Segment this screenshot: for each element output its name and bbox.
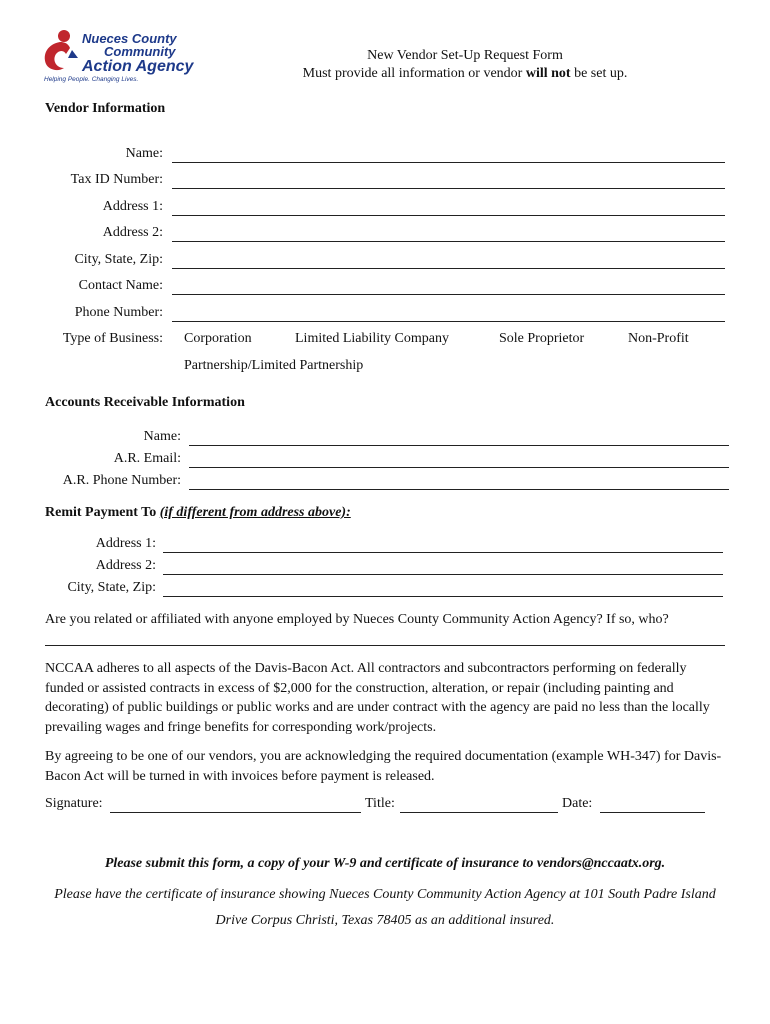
affiliation-answer-field[interactable] [45,645,725,646]
tax-id-field[interactable] [172,188,725,189]
vendor-section-heading: Vendor Information [45,101,166,116]
logo-figure-icon [38,28,86,76]
vendor-address2-label: Address 2: [102,225,163,240]
date-field[interactable] [600,812,705,813]
insurance-instructions: Please have the certificate of insurance showing Nueces County Community Action Agency at 101 South Padre Island Drive Corpus Christi, Texas 78405 as an additional insured. [54,887,716,928]
option-sole-proprietor[interactable]: Sole Proprietor [499,331,585,346]
vendor-city-label: City, State, Zip: [74,252,163,267]
contact-name-label: Contact Name: [78,278,163,293]
ar-email-field[interactable] [189,467,729,468]
title-field[interactable] [400,812,558,813]
business-type-label: Type of Business: [62,331,163,346]
submit-instructions: Please submit this form, a copy of your W-9 and certificate of insurance to vendors@nccaatx.org. [104,856,666,871]
logo-wordmark [82,32,193,76]
option-partnership[interactable]: Partnership/Limited Partnership [184,358,364,373]
date-label: Date: [562,796,593,811]
ar-phone-field[interactable] [189,489,729,490]
logo-tagline: Helping People. Changing Lives. [44,76,139,83]
signature-field[interactable] [110,812,361,813]
ar-name-field[interactable] [189,445,729,446]
tax-id-label: Tax ID Number: [70,172,163,187]
title-label: Title: [365,796,395,811]
acknowledgement-paragraph: By agreeing to be one of our vendors, you are acknowledging the required documentation (example WH-347) for Davis-Bacon Act will be turned in with invoices before payment is released. [45,749,722,784]
form-subtitle [240,66,690,82]
logo-line-2: Community [104,44,176,59]
remit-city-label: City, State, Zip: [67,580,156,595]
subtitle-text-end: be set up. [570,66,628,81]
davis-bacon-paragraph: NCCAA adheres to all aspects of the Davis-Bacon Act. All contractors and subcontractors performing on federally funded or assisted contracts in excess of $2,000 for the construction, alteration, or repair (including painting and decorating) of public buildings or public works and are under contract with the agency are paid no less than the locally prevailing wages and fringe benefits for corresponding work/projects. [45,661,710,735]
form-title: New Vendor Set-Up Request Form [367,48,563,63]
remit-address2-label: Address 2: [95,558,156,573]
vendor-address1-field[interactable] [172,215,725,216]
ar-name-label: Name: [143,429,181,444]
vendor-city-field[interactable] [172,268,725,269]
ar-section-heading: Accounts Receivable Information [45,395,245,410]
remit-section-heading [45,505,351,521]
logo-line-1: Nueces County [82,31,177,46]
vendor-address2-field[interactable] [172,241,725,242]
remit-address2-field[interactable] [163,574,723,575]
vendor-address1-label: Address 1: [102,199,163,214]
option-corporation[interactable]: Corporation [184,331,252,346]
ar-email-label: A.R. Email: [113,451,181,466]
logo-line-3: Action Agency [82,58,194,75]
vendor-name-label: Name: [125,146,163,161]
vendor-name-field[interactable] [172,162,725,163]
signature-label: Signature: [45,796,103,811]
option-llc[interactable]: Limited Liability Company [295,331,449,346]
ar-phone-label: A.R. Phone Number: [62,473,181,488]
affiliation-question: Are you related or affiliated with anyone employed by Nueces County Community Action Agency? If so, who? [45,612,669,627]
phone-number-field[interactable] [172,321,725,322]
contact-name-field[interactable] [172,294,725,295]
phone-number-label: Phone Number: [74,305,163,320]
subtitle-text: Must provide all information or vendor [302,66,526,81]
remit-city-field[interactable] [163,596,723,597]
option-non-profit[interactable]: Non-Profit [628,331,689,346]
remit-address1-label: Address 1: [95,536,156,551]
agency-logo [38,28,208,90]
remit-heading-note: (if different from address above): [159,505,351,520]
remit-address1-field[interactable] [163,552,723,553]
subtitle-emphasis: will not [525,66,571,81]
remit-heading-text: Remit Payment To [45,505,157,520]
